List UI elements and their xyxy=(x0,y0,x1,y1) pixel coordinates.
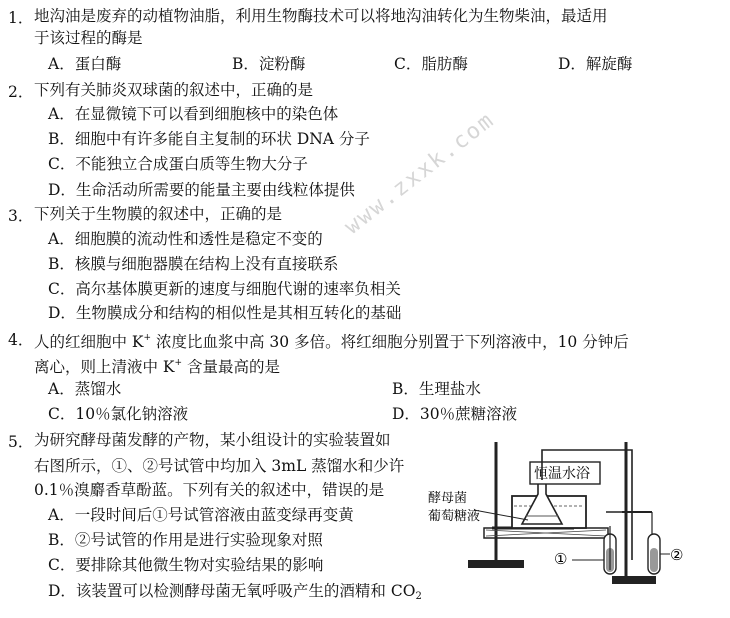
question-stem: 人的红细胞中 K+ 浓度比血浆中高 30 多倍。将红细胞分别置于下列溶液中，10 分钟后 xyxy=(34,333,629,351)
question-stem: 地沟油是废弃的动植物油脂，利用生物酶技术可以将地沟油转化为生物柴油，最适用 xyxy=(34,7,608,25)
option-c: C．10％氯化钠溶液 xyxy=(48,405,189,423)
option-d: D．生物膜成分和结构的相似性是其相互转化的基础 xyxy=(48,304,402,322)
question-number: 1． xyxy=(8,9,34,27)
yeast-label-1: 酵母菌 xyxy=(428,491,468,506)
option-c: C．不能独立合成蛋白质等生物大分子 xyxy=(48,155,308,173)
option-b: B．②号试管的作用是进行实验现象对照 xyxy=(48,531,323,549)
question-number: 4． xyxy=(8,331,34,349)
water-bath-label: 恒温水浴 xyxy=(534,466,590,482)
tube-1-label: ① xyxy=(554,550,568,568)
option-d: D．解旋酶 xyxy=(558,55,633,73)
question-stem: 下列有关肺炎双球菌的叙述中，正确的是 xyxy=(34,81,314,99)
option-a: A．在显微镜下可以看到细胞核中的染色体 xyxy=(48,105,339,123)
option-c: C．要排除其他微生物对实验结果的影响 xyxy=(48,556,324,574)
question-number: 5． xyxy=(8,433,34,451)
yeast-label-2: 葡萄糖液 xyxy=(428,509,481,524)
option-b: B．细胞中有许多能自主复制的环状 DNA 分子 xyxy=(48,130,370,148)
left-stand-base xyxy=(468,560,524,568)
option-d: D．该装置可以检测酵母菌无氧呼吸产生的酒精和 $CO_2$ xyxy=(48,582,422,602)
option-b: B．生理盐水 xyxy=(392,380,481,398)
apparatus-figure xyxy=(426,436,726,606)
option-a: A．蒸馏水 xyxy=(48,380,122,398)
question-number: 3． xyxy=(8,207,34,225)
question-stem: 于该过程的酶是 xyxy=(34,29,143,47)
question-stem: 为研究酵母菌发酵的产物，某小组设计的实验装置如 xyxy=(34,431,391,449)
question-stem: 右图所示，①、②号试管中均加入 3mL 蒸馏水和少许 xyxy=(34,457,405,475)
option-a: A．细胞膜的流动性和透性是稳定不变的 xyxy=(48,230,323,248)
watermark-text: www.zxxk.com xyxy=(340,107,500,240)
option-b: B．核膜与细胞器膜在结构上没有直接联系 xyxy=(48,255,339,273)
option-a: A．一段时间后①号试管溶液由蓝变绿再变黄 xyxy=(48,506,354,524)
option-b: B．淀粉酶 xyxy=(232,55,306,73)
option-c: C．高尔基体膜更新的速度与细胞代谢的速率负相关 xyxy=(48,280,401,298)
question-stem: 下列关于生物膜的叙述中，正确的是 xyxy=(34,205,283,223)
option-c: C．脂肪酶 xyxy=(394,55,468,73)
right-stand-base xyxy=(612,576,656,584)
tube-2-label: ② xyxy=(670,546,684,564)
question-number: 2． xyxy=(8,83,34,101)
option-a: A．蛋白酶 xyxy=(48,55,122,73)
option-d: D．生命活动所需要的能量主要由线粒体提供 xyxy=(48,181,355,199)
option-d: D．30％蔗糖溶液 xyxy=(392,405,518,423)
question-stem: 离心，则上清液中 K+ 含量最高的是 xyxy=(34,358,280,376)
question-stem: 0.1％溴麝香草酚蓝。下列有关的叙述中，错误的是 xyxy=(34,481,385,499)
